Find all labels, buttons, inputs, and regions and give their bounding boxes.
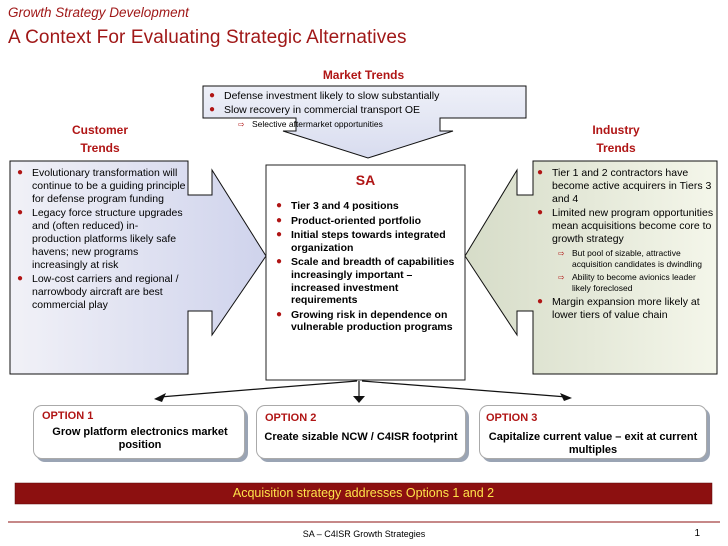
sa-bullet: ● Product-oriented portfolio bbox=[275, 215, 461, 228]
option-2-label: OPTION 2 bbox=[265, 412, 317, 424]
option-1-label: OPTION 1 bbox=[42, 410, 94, 422]
industry-trends-content bbox=[536, 167, 714, 321]
option-1-box bbox=[33, 405, 245, 459]
option-connectors bbox=[160, 381, 567, 397]
acquisition-banner-text: Acquisition strategy addresses Options 1 and 2 bbox=[232, 486, 495, 500]
footer-text: SA – C4ISR Growth Strategies bbox=[302, 529, 426, 539]
market-bullet: ● Slow recovery in commercial transport OE bbox=[208, 103, 523, 117]
customer-bullet: ● Evolutionary transformation will continue to be a guiding principle for defense program funding bbox=[16, 167, 186, 205]
option-3-label: OPTION 3 bbox=[486, 412, 538, 424]
industry-bullet: ● Margin expansion more likely at lower tiers of value chain bbox=[536, 296, 714, 322]
industry-sub-bullet: ⇨ But pool of sizable, attractive acquisition candidates is dwindling bbox=[558, 248, 714, 270]
option-2-box bbox=[256, 405, 466, 459]
option-3-box bbox=[479, 405, 707, 459]
market-trends-content bbox=[208, 89, 523, 132]
sa-heading: SA bbox=[355, 172, 376, 188]
customer-trends-heading bbox=[50, 121, 150, 157]
industry-heading-line2: Trends bbox=[596, 141, 636, 155]
industry-sub-bullet: ⇨ Ability to become avionics leader likely foreclosed bbox=[558, 272, 714, 294]
option-2-text: Create sizable NCW / C4ISR footprint bbox=[264, 431, 458, 443]
slide-title: A Context For Evaluating Strategic Alternatives bbox=[8, 27, 407, 48]
customer-bullet: ● Legacy force structure upgrades and (often reduced) in-production platforms likely safe havens; new programs increasingly at risk bbox=[16, 207, 186, 271]
industry-heading-line1: Industry bbox=[592, 123, 640, 137]
market-sub-bullet: ⇨ Selective aftermarket opportunities bbox=[238, 119, 523, 130]
industry-trends-heading bbox=[566, 121, 666, 157]
customer-trends-content bbox=[16, 167, 186, 312]
option-3-text: Capitalize current value – exit at current multiples bbox=[488, 431, 698, 456]
sa-content bbox=[275, 200, 461, 334]
market-bullet: ● Defense investment likely to slow substantially bbox=[208, 89, 523, 103]
customer-heading-line1: Customer bbox=[71, 123, 128, 137]
slide-subtitle: Growth Strategy Development bbox=[8, 5, 189, 20]
industry-bullet: ● Limited new program opportunities mean acquisitions become core to growth strategy bbox=[536, 207, 714, 245]
customer-bullet: ● Low-cost carriers and regional / narrowbody aircraft are best commercial play bbox=[16, 273, 186, 311]
sa-bullet: ● Scale and breadth of capabilities increasingly important – increased investment requirements bbox=[275, 256, 461, 306]
sa-bullet: ● Tier 3 and 4 positions bbox=[275, 200, 461, 213]
industry-bullet: ● Tier 1 and 2 contractors have become active acquirers in Tiers 3 and 4 bbox=[536, 167, 714, 205]
page-number: 1 bbox=[694, 528, 700, 539]
market-trends-heading: Market Trends bbox=[322, 68, 405, 82]
option-1-text: Grow platform electronics market position bbox=[52, 426, 228, 451]
customer-heading-line2: Trends bbox=[80, 141, 120, 155]
sa-bullet: ● Initial steps towards integrated organization bbox=[275, 229, 461, 254]
sa-bullet: ● Growing risk in dependence on vulnerable production programs bbox=[275, 309, 461, 334]
connector-arrowheads bbox=[154, 393, 572, 403]
